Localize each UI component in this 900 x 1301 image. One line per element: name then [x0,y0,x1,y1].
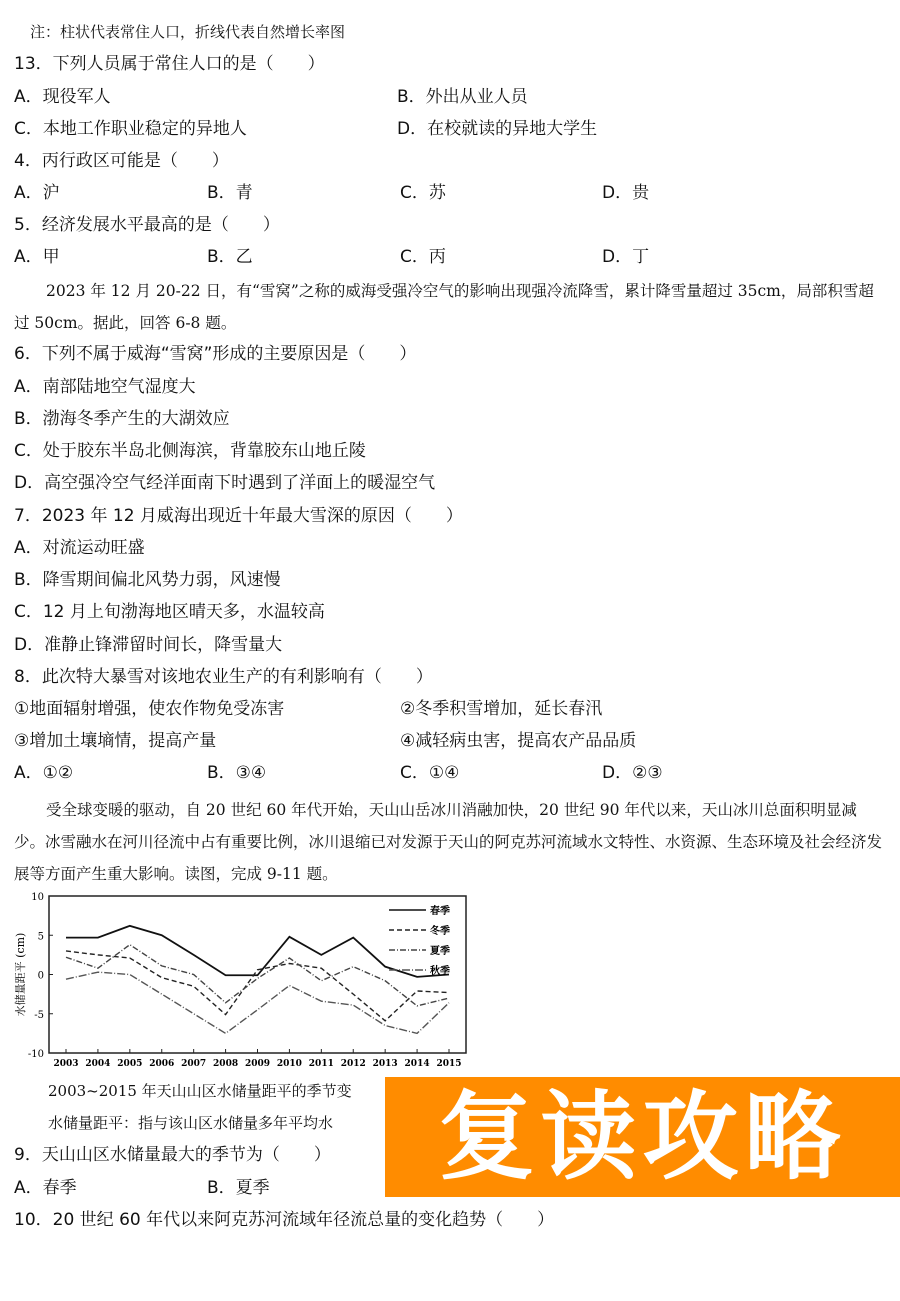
option: B．外出从业人员 [397,87,528,107]
svg-text:2015: 2015 [436,1059,462,1069]
option: C．①④ [400,763,460,783]
svg-text:10: 10 [31,892,44,903]
passage-snow: 2023 年 12 月 20-22 日，有“雪窝”之称的威海受强冷空气的影响出现强冷流降雪，累计降雪量超过 35cm，局部积雪超过 50cm。据此，回答 6-8 题。 [14,282,874,332]
statement: ②冬季积雪增加，延长春汛 [400,699,603,719]
option: A．①② [14,763,74,783]
option: C．处于胶东半岛北侧海滨，背靠胶东山地丘陵 [14,441,366,461]
svg-text:冬季: 冬季 [430,926,450,937]
svg-text:2007: 2007 [181,1059,207,1069]
svg-text:0: 0 [37,970,44,982]
option: D．在校就读的异地大学生 [397,119,598,139]
svg-text:2011: 2011 [308,1059,334,1069]
watermark-banner: 复读攻略 [385,1077,900,1197]
question-4: 4．丙行政区可能是（ ） [14,151,229,171]
svg-text:2005: 2005 [117,1059,143,1069]
question-7: 7．2023 年 12 月威海出现近十年最大雪深的原因（ ） [14,506,463,526]
svg-text:2012: 2012 [340,1059,366,1069]
question-6: 6．下列不属于威海“雪窝”形成的主要原因是（ ） [14,344,417,364]
option: C．丙 [400,247,446,267]
option: B．③④ [207,763,267,783]
option: B．降雪期间偏北风势力弱，风速慢 [14,570,281,590]
option: A．春季 [14,1178,77,1198]
option: D．②③ [602,763,663,783]
option: B．夏季 [207,1178,270,1198]
question-9: 9．天山山区水储量最大的季节为（ ） [14,1145,331,1165]
chart-caption: 2003~2015 年天山山区水储量距平的季节变 [48,1082,352,1100]
option: A．沪 [14,183,60,203]
option: D．准静止锋滞留时间长，降雪量大 [14,635,283,655]
option: C．苏 [400,183,446,203]
svg-text:5: 5 [37,931,44,943]
statement: ①地面辐射增强，使农作物免受冻害 [14,699,285,719]
option: A．对流运动旺盛 [14,538,145,558]
svg-text:2003: 2003 [53,1059,79,1069]
chart-footnote: 水储量距平：指与该山区水储量多年平均水 [48,1114,334,1132]
svg-text:2009: 2009 [244,1059,271,1069]
svg-text:水储量距平 (cm): 水储量距平 (cm) [14,932,27,1017]
question-8: 8．此次特大暴雪对该地农业生产的有利影响有（ ） [14,667,433,687]
option: B．渤海冬季产生的大湖效应 [14,409,230,429]
svg-text:-5: -5 [34,1009,44,1021]
question-10: 10．20 世纪 60 年代以来阿克苏河流域年径流总量的变化趋势（ ） [14,1210,555,1230]
svg-text:2014: 2014 [404,1059,430,1069]
svg-text:秋季: 秋季 [430,966,450,977]
option: A．现役军人 [14,87,111,107]
chart-note: 注：柱状代表常住人口，折线代表自然增长率图 [30,23,346,41]
statement: ④减轻病虫害，提高农产品品质 [400,731,637,751]
option: C．本地工作职业稳定的异地人 [14,119,247,139]
option: C．12 月上旬渤海地区晴天多，水温较高 [14,602,325,622]
svg-text:夏季: 夏季 [430,946,450,957]
statement: ③增加土壤墒情，提高产量 [14,731,217,751]
svg-text:2008: 2008 [213,1059,239,1069]
svg-text:2004: 2004 [85,1059,111,1069]
svg-text:-10: -10 [27,1049,44,1060]
option: B．青 [207,183,253,203]
option: A．南部陆地空气湿度大 [14,377,196,397]
option: A．甲 [14,247,60,267]
line-chart [14,888,474,1073]
question-5: 5．经济发展水平最高的是（ ） [14,215,280,235]
svg-text:2013: 2013 [372,1059,398,1069]
option: D．高空强冷空气经洋面南下时遇到了洋面上的暖湿空气 [14,473,436,493]
water-storage-chart [14,888,474,1073]
option: D．丁 [602,247,650,267]
question-13: 13．下列人员属于常住人口的是（ ） [14,54,325,74]
svg-text:2006: 2006 [149,1059,175,1069]
svg-text:2010: 2010 [276,1059,302,1069]
option: B．乙 [207,247,253,267]
passage-glacier: 受全球变暖的驱动，自 20 世纪 60 年代开始，天山山岳冰川消融加快，20 世纪 90 年代以来，天山冰川总面积明显减少。冰雪融水在河川径流中占有重要比例，冰川退缩已对发源于天山的阿克苏河流域水文特性、水资源、生态环境及社会经济发展等方面产生重大影响。读图，完成 9-11 题。 [14,801,883,883]
option: D．贵 [602,183,650,203]
svg-text:春季: 春季 [430,906,450,917]
